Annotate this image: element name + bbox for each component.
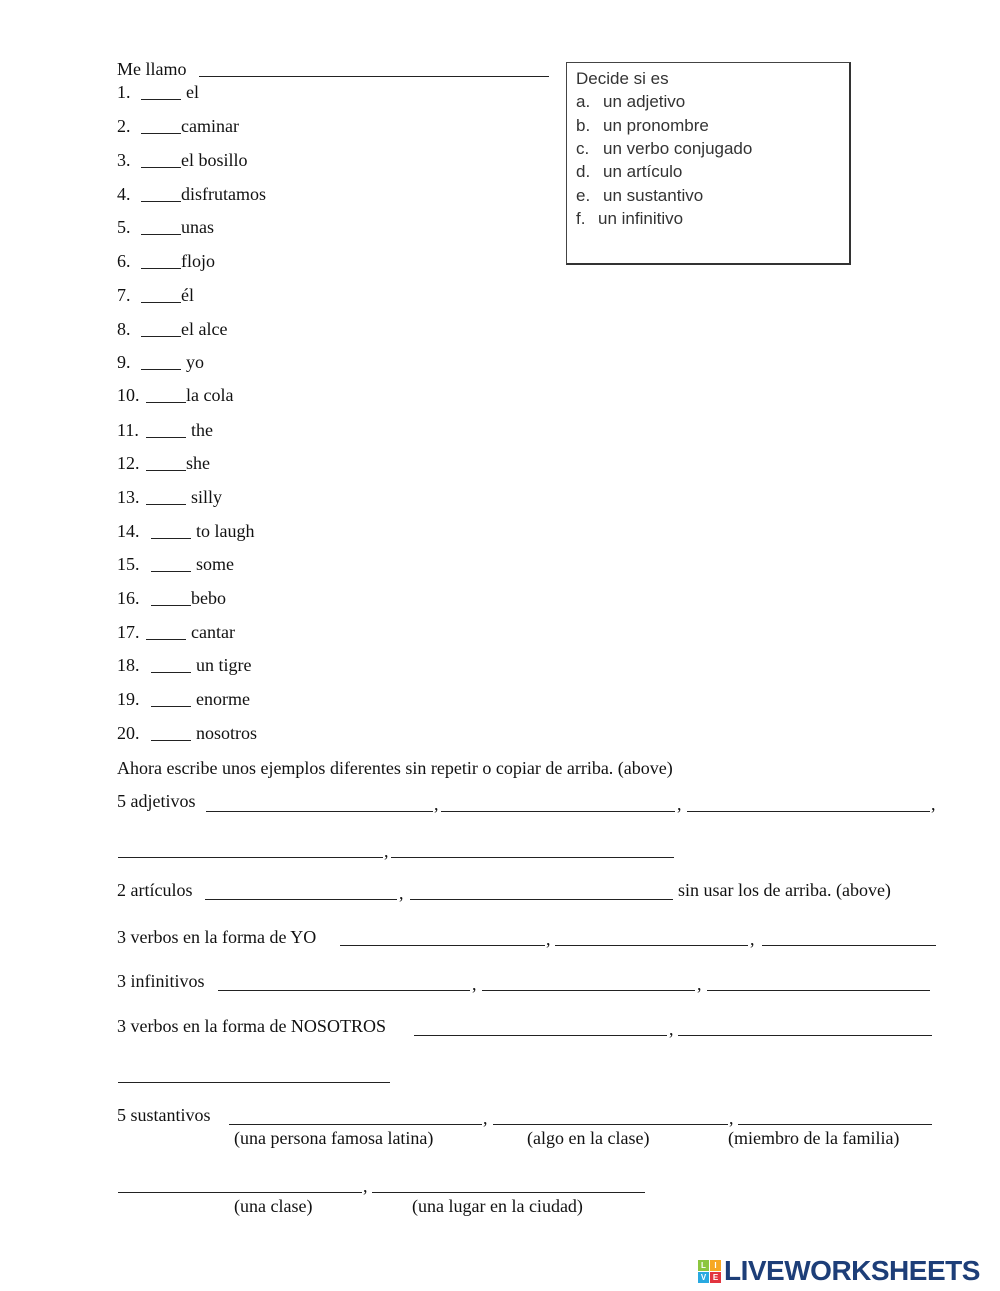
item-answer-blank[interactable] (141, 99, 181, 100)
hint-persona: (una persona famosa latina) (234, 1128, 434, 1148)
item-answer-blank[interactable] (151, 605, 191, 606)
sustantivo-blank-5[interactable] (372, 1192, 645, 1193)
item-answer-blank[interactable] (146, 402, 186, 403)
option-text: un pronombre (603, 116, 709, 135)
item-answer-blank[interactable] (141, 234, 181, 235)
infinitivo-blank-3[interactable] (707, 990, 930, 991)
item-word: caminar (181, 116, 239, 136)
item-answer-blank[interactable] (146, 470, 186, 471)
item-answer-blank[interactable] (146, 504, 186, 505)
option-text: un sustantivo (603, 186, 704, 205)
item-number: 2. (117, 116, 131, 136)
item-word: some (196, 554, 234, 574)
item-answer-blank[interactable] (141, 167, 181, 168)
item-word: él (181, 285, 194, 305)
nosotros-label: 3 verbos en la forma de NOSOTROS (117, 1016, 386, 1036)
item-answer-blank[interactable] (141, 336, 181, 337)
infinitivos-label: 3 infinitivos (117, 971, 205, 991)
option-text: un adjetivo (603, 92, 686, 111)
nosotros-blank-3[interactable] (118, 1082, 390, 1083)
comma: , (931, 794, 936, 814)
comma: , (697, 974, 702, 994)
item-answer-blank[interactable] (151, 740, 191, 741)
item-word: el alce (181, 319, 228, 339)
comma: , (384, 841, 389, 861)
item-word: bebo (191, 588, 226, 608)
item-answer-blank[interactable] (141, 369, 181, 370)
sustantivos-label: 5 sustantivos (117, 1105, 211, 1125)
item-number: 11. (117, 420, 139, 440)
item-word: disfrutamos (181, 184, 266, 204)
sustantivo-blank-4[interactable] (118, 1192, 362, 1193)
part2-intro: Ahora escribe unos ejemplos diferentes sin repetir o copiar de arriba. (above) (117, 758, 673, 778)
adjetivo-blank-4[interactable] (118, 857, 383, 858)
yo-blank-1[interactable] (340, 945, 545, 946)
option-text: un verbo conjugado (603, 139, 753, 158)
item-word: yo (186, 352, 204, 372)
item-number: 7. (117, 285, 131, 305)
item-number: 6. (117, 251, 131, 271)
item-word: enorme (196, 689, 250, 709)
item-number: 15. (117, 554, 140, 574)
name-blank[interactable] (199, 76, 549, 77)
liveworksheets-logo (698, 1255, 980, 1287)
comma: , (472, 974, 477, 994)
item-word: silly (191, 487, 223, 507)
comma: , (750, 929, 755, 949)
item-number: 5. (117, 217, 131, 237)
item-number: 17. (117, 622, 140, 642)
item-answer-blank[interactable] (146, 437, 186, 438)
logo-tile: I (710, 1260, 721, 1271)
item-word: cantar (191, 622, 235, 642)
comma: , (434, 794, 439, 814)
logo-tiles-icon (698, 1260, 721, 1283)
item-number: 4. (117, 184, 131, 204)
option-letter: b. (576, 116, 591, 135)
comma: , (399, 883, 404, 903)
item-number: 18. (117, 655, 140, 675)
option-letter: f. (576, 209, 586, 228)
option-letter: e. (576, 186, 591, 205)
adjetivo-blank-1[interactable] (206, 811, 433, 812)
comma: , (669, 1019, 674, 1039)
hint-lugar: (una lugar en la ciudad) (412, 1196, 583, 1216)
logo-text: LIVEWORKSHEETS (724, 1255, 980, 1286)
adjetivo-blank-3[interactable] (687, 811, 930, 812)
item-word: el (186, 82, 199, 102)
option-letter: c. (576, 139, 590, 158)
articulos-note: sin usar los de arriba. (above) (678, 880, 891, 900)
item-number: 13. (117, 487, 140, 507)
articulo-blank-2[interactable] (410, 899, 673, 900)
item-number: 12. (117, 453, 140, 473)
hint-familia: (miembro de la familia) (728, 1128, 900, 1148)
item-answer-blank[interactable] (151, 571, 191, 572)
item-answer-blank[interactable] (141, 268, 181, 269)
option-text: un artículo (603, 162, 683, 181)
infinitivo-blank-1[interactable] (218, 990, 470, 991)
item-number: 19. (117, 689, 140, 709)
sustantivo-blank-3[interactable] (738, 1124, 932, 1125)
nosotros-blank-1[interactable] (414, 1035, 667, 1036)
item-number: 16. (117, 588, 140, 608)
yo-blank-3[interactable] (762, 945, 936, 946)
item-word: the (191, 420, 213, 440)
item-answer-blank[interactable] (146, 639, 186, 640)
item-word: el bosillo (181, 150, 248, 170)
item-word: to laugh (196, 521, 255, 541)
yo-label: 3 verbos en la forma de YO (117, 927, 317, 947)
comma: , (483, 1108, 488, 1128)
item-number: 10. (117, 385, 140, 405)
item-answer-blank[interactable] (141, 201, 181, 202)
item-answer-blank[interactable] (151, 706, 191, 707)
yo-blank-2[interactable] (555, 945, 748, 946)
comma: , (363, 1176, 368, 1196)
sustantivo-blank-1[interactable] (229, 1124, 482, 1125)
comma: , (729, 1108, 734, 1128)
item-word: flojo (181, 251, 215, 271)
adjetivo-blank-5[interactable] (391, 857, 674, 858)
logo-tile: V (698, 1272, 709, 1283)
item-word: nosotros (196, 723, 258, 743)
item-word: un tigre (196, 655, 252, 675)
name-label: Me llamo (117, 59, 187, 79)
option-text: un infinitivo (598, 209, 684, 228)
item-answer-blank[interactable] (141, 302, 181, 303)
infinitivo-blank-2[interactable] (482, 990, 695, 991)
item-word: unas (181, 217, 214, 237)
option-letter: d. (576, 162, 591, 181)
hint-clase: (una clase) (234, 1196, 313, 1216)
adjetivo-blank-2[interactable] (441, 811, 675, 812)
hint-algo: (algo en la clase) (527, 1128, 650, 1148)
item-number: 8. (117, 319, 131, 339)
item-answer-blank[interactable] (151, 538, 191, 539)
box-title: Decide si es (576, 69, 669, 88)
item-number: 20. (117, 723, 140, 743)
articulo-blank-1[interactable] (205, 899, 397, 900)
comma: , (546, 929, 551, 949)
sustantivo-blank-2[interactable] (493, 1124, 728, 1125)
item-answer-blank[interactable] (141, 133, 181, 134)
item-number: 9. (117, 352, 131, 372)
comma: , (677, 794, 682, 814)
item-number: 3. (117, 150, 131, 170)
item-word: la cola (186, 385, 234, 405)
nosotros-blank-2[interactable] (678, 1035, 932, 1036)
logo-tile: E (710, 1272, 721, 1283)
option-letter: a. (576, 92, 591, 111)
item-answer-blank[interactable] (151, 672, 191, 673)
item-number: 1. (117, 82, 131, 102)
item-word: she (186, 453, 210, 473)
adjetivos-label: 5 adjetivos (117, 791, 196, 811)
item-number: 14. (117, 521, 140, 541)
articulos-label: 2 artículos (117, 880, 193, 900)
logo-tile: L (698, 1260, 709, 1271)
